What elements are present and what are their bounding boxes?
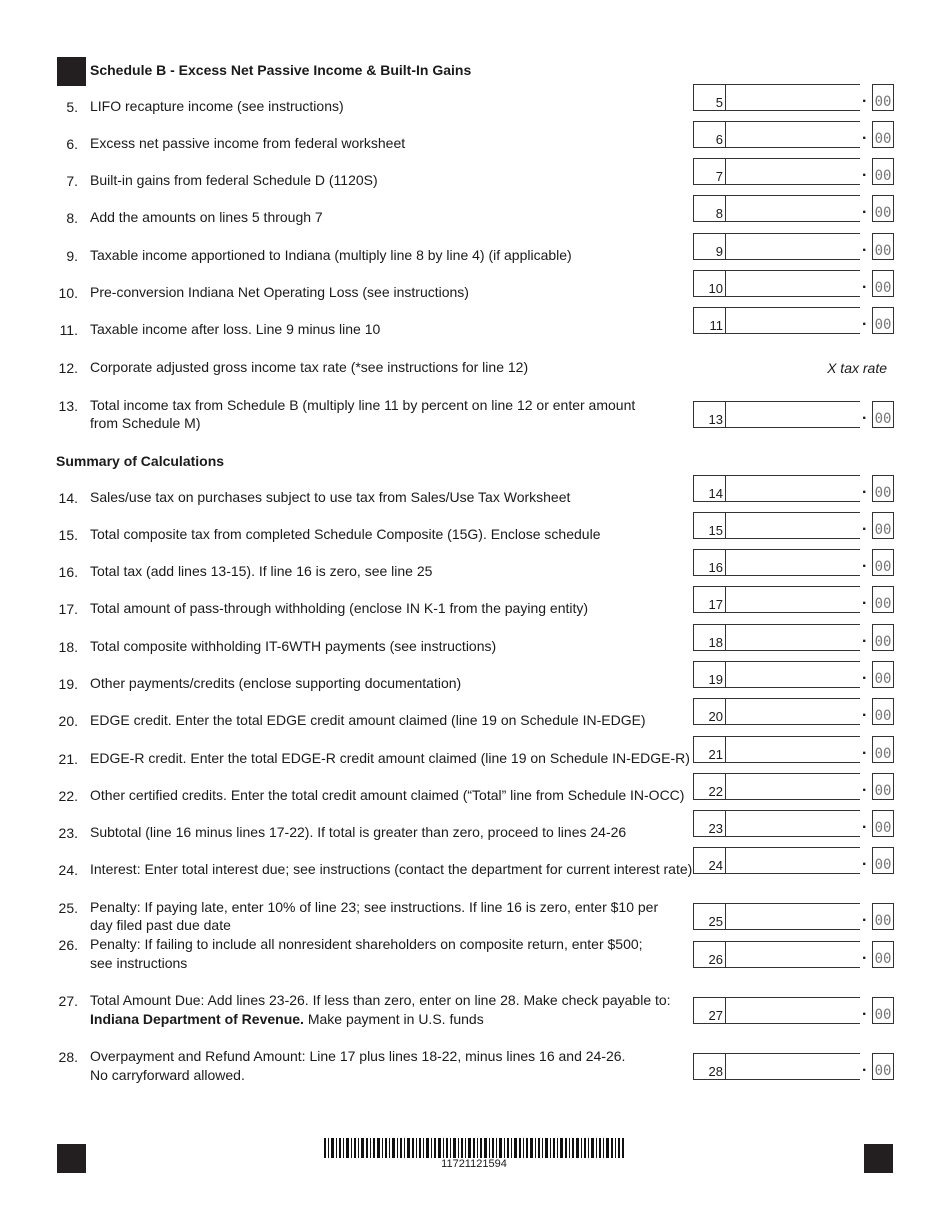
line-26-amount-field[interactable] (693, 941, 860, 968)
line-19-cents[interactable]: 00 (872, 661, 894, 688)
line-22-text: Other certified credits. Enter the total credit amount claimed (“Total” line from Schedule IN-OCC) (90, 787, 685, 803)
line-19-amount-input[interactable] (727, 662, 860, 687)
line-6-cents[interactable]: 00 (872, 121, 894, 148)
line-14-amount-input[interactable] (727, 476, 860, 501)
summary-title: Summary of Calculations (56, 453, 225, 469)
line-27-payee-bold: Indiana Department of Revenue. (90, 1011, 304, 1027)
line-17-text: Total amount of pass-through withholding (enclose IN K-1 from the paying entity) (90, 600, 589, 616)
line-27-amount-input[interactable] (727, 998, 860, 1023)
line-13-amount-field[interactable] (693, 401, 860, 428)
registration-mark-bottom-right (864, 1144, 893, 1173)
line-24-decimal: . (862, 852, 867, 869)
line-17-amount-input[interactable] (727, 587, 860, 612)
registration-mark-top-left (57, 57, 86, 86)
line-9-text: Taxable income apportioned to Indiana (multiply line 8 by line 4) (if applicable) (90, 247, 572, 263)
line-25-cents[interactable]: 00 (872, 903, 894, 930)
line-10-number: 10. (58, 285, 78, 301)
line-5-text: LIFO recapture income (see instructions) (90, 98, 344, 114)
barcode-image (324, 1138, 624, 1158)
line-13-amount-input[interactable] (727, 402, 860, 427)
line-28-text-cont: No carryforward allowed. (90, 1067, 245, 1083)
line-21-box-label: 21 (694, 737, 726, 762)
line-16-amount-field[interactable] (693, 549, 860, 576)
line-26-text-cont: see instructions (90, 955, 188, 971)
line-8-cents[interactable]: 00 (872, 195, 894, 222)
line-13-cents[interactable]: 00 (872, 401, 894, 428)
line-24-number: 24. (58, 862, 78, 878)
line-10-box-label: 10 (694, 271, 726, 296)
line-11-text: Taxable income after loss. Line 9 minus line 10 (90, 321, 381, 337)
line-23-amount-input[interactable] (727, 811, 860, 836)
line-27-payment-note: Make payment in U.S. funds (303, 1011, 484, 1027)
line-21-cents[interactable]: 00 (872, 736, 894, 763)
line-17-amount-field[interactable] (693, 586, 860, 613)
line-25-text-cont: day filed past due date (90, 917, 231, 933)
line-10-decimal: . (862, 275, 867, 292)
line-22-amount-field[interactable] (693, 773, 860, 800)
line-18-box-label: 18 (694, 625, 726, 650)
line-25-amount-input[interactable] (727, 904, 860, 929)
line-16-box-label: 16 (694, 550, 726, 575)
line-8-decimal: . (862, 200, 867, 217)
line-15-cents[interactable]: 00 (872, 512, 894, 539)
line-26-cents[interactable]: 00 (872, 941, 894, 968)
line-9-decimal: . (862, 238, 867, 255)
line-27-box-label: 27 (694, 998, 726, 1023)
line-24-text: Interest: Enter total interest due; see instructions (contact the department for current interest rate) (90, 861, 693, 877)
line-15-box-label: 15 (694, 513, 726, 538)
line-25-box-label: 25 (694, 904, 726, 929)
line-21-amount-field[interactable] (693, 736, 860, 763)
line-6-box-label: 6 (694, 122, 726, 147)
line-27-text-cont (90, 1010, 484, 1029)
line-16-text: Total tax (add lines 13-15). If line 16 is zero, see line 25 (90, 563, 433, 579)
line-7-amount-input[interactable] (727, 159, 860, 184)
line-25-text: Penalty: If paying late, enter 10% of line 23; see instructions. If line 16 is zero, enter $10 per (90, 899, 659, 915)
barcode-number: 11721121594 (441, 1158, 507, 1170)
line-20-box-label: 20 (694, 699, 726, 724)
registration-mark-bottom-left (57, 1144, 86, 1173)
line-7-text: Built-in gains from federal Schedule D (1120S) (90, 172, 378, 188)
schedule-b-title: Schedule B - Excess Net Passive Income & Built-In Gains (90, 62, 472, 78)
line-15-text: Total composite tax from completed Schedule Composite (15G). Enclose schedule (90, 526, 601, 542)
line-25-amount-field[interactable] (693, 903, 860, 930)
line-5-number: 5. (66, 99, 78, 115)
line-17-decimal: . (862, 591, 867, 608)
line-11-amount-field[interactable] (693, 307, 860, 334)
line-19-number: 19. (58, 676, 78, 692)
line-26-decimal: . (862, 946, 867, 963)
line-22-cents[interactable]: 00 (872, 773, 894, 800)
line-15-decimal: . (862, 517, 867, 534)
line-22-decimal: . (862, 778, 867, 795)
line-16-cents[interactable]: 00 (872, 549, 894, 576)
line-16-amount-input[interactable] (727, 550, 860, 575)
line-6-text: Excess net passive income from federal worksheet (90, 135, 406, 151)
line-5-decimal: . (862, 89, 867, 106)
line-13-text-cont: from Schedule M) (90, 415, 201, 431)
line-19-box-label: 19 (694, 662, 726, 687)
line-13-box-label: 13 (694, 402, 726, 427)
line-14-number: 14. (58, 490, 78, 506)
line-9-amount-field[interactable] (693, 233, 860, 260)
line-11-box-label: 11 (694, 308, 726, 333)
line-14-text: Sales/use tax on purchases subject to use tax from Sales/Use Tax Worksheet (90, 489, 571, 505)
line-8-box-label: 8 (694, 196, 726, 221)
line-13-number: 13. (58, 398, 78, 414)
line-17-cents[interactable]: 00 (872, 586, 894, 613)
line-10-amount-input[interactable] (727, 271, 860, 296)
line-5-amount-field[interactable] (693, 84, 860, 111)
line-25-decimal: . (862, 908, 867, 925)
line-17-box-label: 17 (694, 587, 726, 612)
line-14-amount-field[interactable] (693, 475, 860, 502)
line-27-decimal: . (862, 1002, 867, 1019)
line-10-text: Pre-conversion Indiana Net Operating Loss (see instructions) (90, 284, 469, 300)
line-12-text: Corporate adjusted gross income tax rate (*see instructions for line 12) (90, 359, 529, 375)
line-23-number: 23. (58, 825, 78, 841)
line-11-amount-input[interactable] (727, 308, 860, 333)
line-20-decimal: . (862, 703, 867, 720)
line-15-amount-field[interactable] (693, 512, 860, 539)
line-10-amount-field[interactable] (693, 270, 860, 297)
line-24-cents[interactable]: 00 (872, 847, 894, 874)
line-9-box-label: 9 (694, 234, 726, 259)
line-15-number: 15. (58, 527, 78, 543)
line-9-number: 9. (66, 248, 78, 264)
line-24-box-label: 24 (694, 848, 726, 873)
line-21-number: 21. (58, 751, 78, 767)
line-6-amount-input[interactable] (727, 122, 860, 147)
line-7-amount-field[interactable] (693, 158, 860, 185)
line-22-number: 22. (58, 788, 78, 804)
line-18-number: 18. (58, 639, 78, 655)
line-20-cents[interactable]: 00 (872, 698, 894, 725)
tax-rate-label: X tax rate (827, 360, 887, 376)
line-22-amount-input[interactable] (727, 774, 860, 799)
line-20-text: EDGE credit. Enter the total EDGE credit amount claimed (line 19 on Schedule IN-EDGE) (90, 712, 646, 728)
line-7-box-label: 7 (694, 159, 726, 184)
line-27-cents[interactable]: 00 (872, 997, 894, 1024)
line-8-number: 8. (66, 210, 78, 226)
line-8-amount-input[interactable] (727, 196, 860, 221)
line-8-amount-field[interactable] (693, 195, 860, 222)
line-25-number: 25. (58, 900, 78, 916)
line-5-box-label: 5 (694, 85, 726, 110)
line-5-cents[interactable]: 00 (872, 84, 894, 111)
line-19-amount-field[interactable] (693, 661, 860, 688)
line-22-box-label: 22 (694, 774, 726, 799)
line-23-text: Subtotal (line 16 minus lines 17-22). If total is greater than zero, proceed to lines 24-26 (90, 824, 627, 840)
line-12-number: 12. (58, 360, 78, 376)
line-28-box-label: 28 (694, 1054, 726, 1079)
line-20-amount-input[interactable] (727, 699, 860, 724)
line-13-text: Total income tax from Schedule B (multiply line 11 by percent on line 12 or enter amount (90, 397, 636, 413)
line-27-amount-field[interactable] (693, 997, 860, 1024)
line-23-cents[interactable]: 00 (872, 810, 894, 837)
line-28-amount-field[interactable] (693, 1053, 860, 1080)
line-27-text: Total Amount Due: Add lines 23-26. If less than zero, enter on line 28. Make check payable to: (90, 992, 671, 1008)
line-11-cents[interactable]: 00 (872, 307, 894, 334)
line-21-text: EDGE-R credit. Enter the total EDGE-R credit amount claimed (line 19 on Schedule IN-EDGE-R) (90, 750, 690, 766)
line-16-number: 16. (58, 564, 78, 580)
line-28-amount-input[interactable] (727, 1054, 860, 1079)
line-20-amount-field[interactable] (693, 698, 860, 725)
line-20-number: 20. (58, 713, 78, 729)
line-24-amount-input[interactable] (727, 848, 860, 873)
line-19-text: Other payments/credits (enclose supporting documentation) (90, 675, 462, 691)
line-19-decimal: . (862, 666, 867, 683)
line-28-decimal: . (862, 1058, 867, 1075)
line-6-decimal: . (862, 126, 867, 143)
line-26-number: 26. (58, 937, 78, 953)
line-28-number: 28. (58, 1049, 78, 1065)
line-5-amount-input[interactable] (727, 85, 860, 110)
line-8-text: Add the amounts on lines 5 through 7 (90, 209, 323, 225)
line-7-cents[interactable]: 00 (872, 158, 894, 185)
line-6-amount-field[interactable] (693, 121, 860, 148)
line-9-cents[interactable]: 00 (872, 233, 894, 260)
line-26-box-label: 26 (694, 942, 726, 967)
line-18-amount-field[interactable] (693, 624, 860, 651)
line-23-decimal: . (862, 815, 867, 832)
line-9-amount-input[interactable] (727, 234, 860, 259)
line-18-text: Total composite withholding IT-6WTH payments (see instructions) (90, 638, 497, 654)
line-14-decimal: . (862, 480, 867, 497)
line-11-number: 11. (59, 322, 78, 338)
line-15-amount-input[interactable] (727, 513, 860, 538)
line-13-decimal: . (862, 406, 867, 423)
line-26-text: Penalty: If failing to include all nonresident shareholders on composite return, enter $500; (90, 936, 643, 952)
line-23-box-label: 23 (694, 811, 726, 836)
line-6-number: 6. (66, 136, 78, 152)
line-23-amount-field[interactable] (693, 810, 860, 837)
line-28-cents[interactable]: 00 (872, 1053, 894, 1080)
line-17-number: 17. (58, 601, 78, 617)
line-18-cents[interactable]: 00 (872, 624, 894, 651)
line-10-cents[interactable]: 00 (872, 270, 894, 297)
line-27-number: 27. (58, 993, 78, 1009)
line-11-decimal: . (862, 312, 867, 329)
line-7-decimal: . (862, 163, 867, 180)
line-16-decimal: . (862, 554, 867, 571)
line-14-cents[interactable]: 00 (872, 475, 894, 502)
line-21-decimal: . (862, 741, 867, 758)
line-26-amount-input[interactable] (727, 942, 860, 967)
line-7-number: 7. (66, 173, 78, 189)
line-21-amount-input[interactable] (727, 737, 860, 762)
line-24-amount-field[interactable] (693, 847, 860, 874)
line-28-text: Overpayment and Refund Amount: Line 17 plus lines 18-22, minus lines 16 and 24-26. (90, 1048, 626, 1064)
line-18-decimal: . (862, 629, 867, 646)
line-14-box-label: 14 (694, 476, 726, 501)
line-18-amount-input[interactable] (727, 625, 860, 650)
